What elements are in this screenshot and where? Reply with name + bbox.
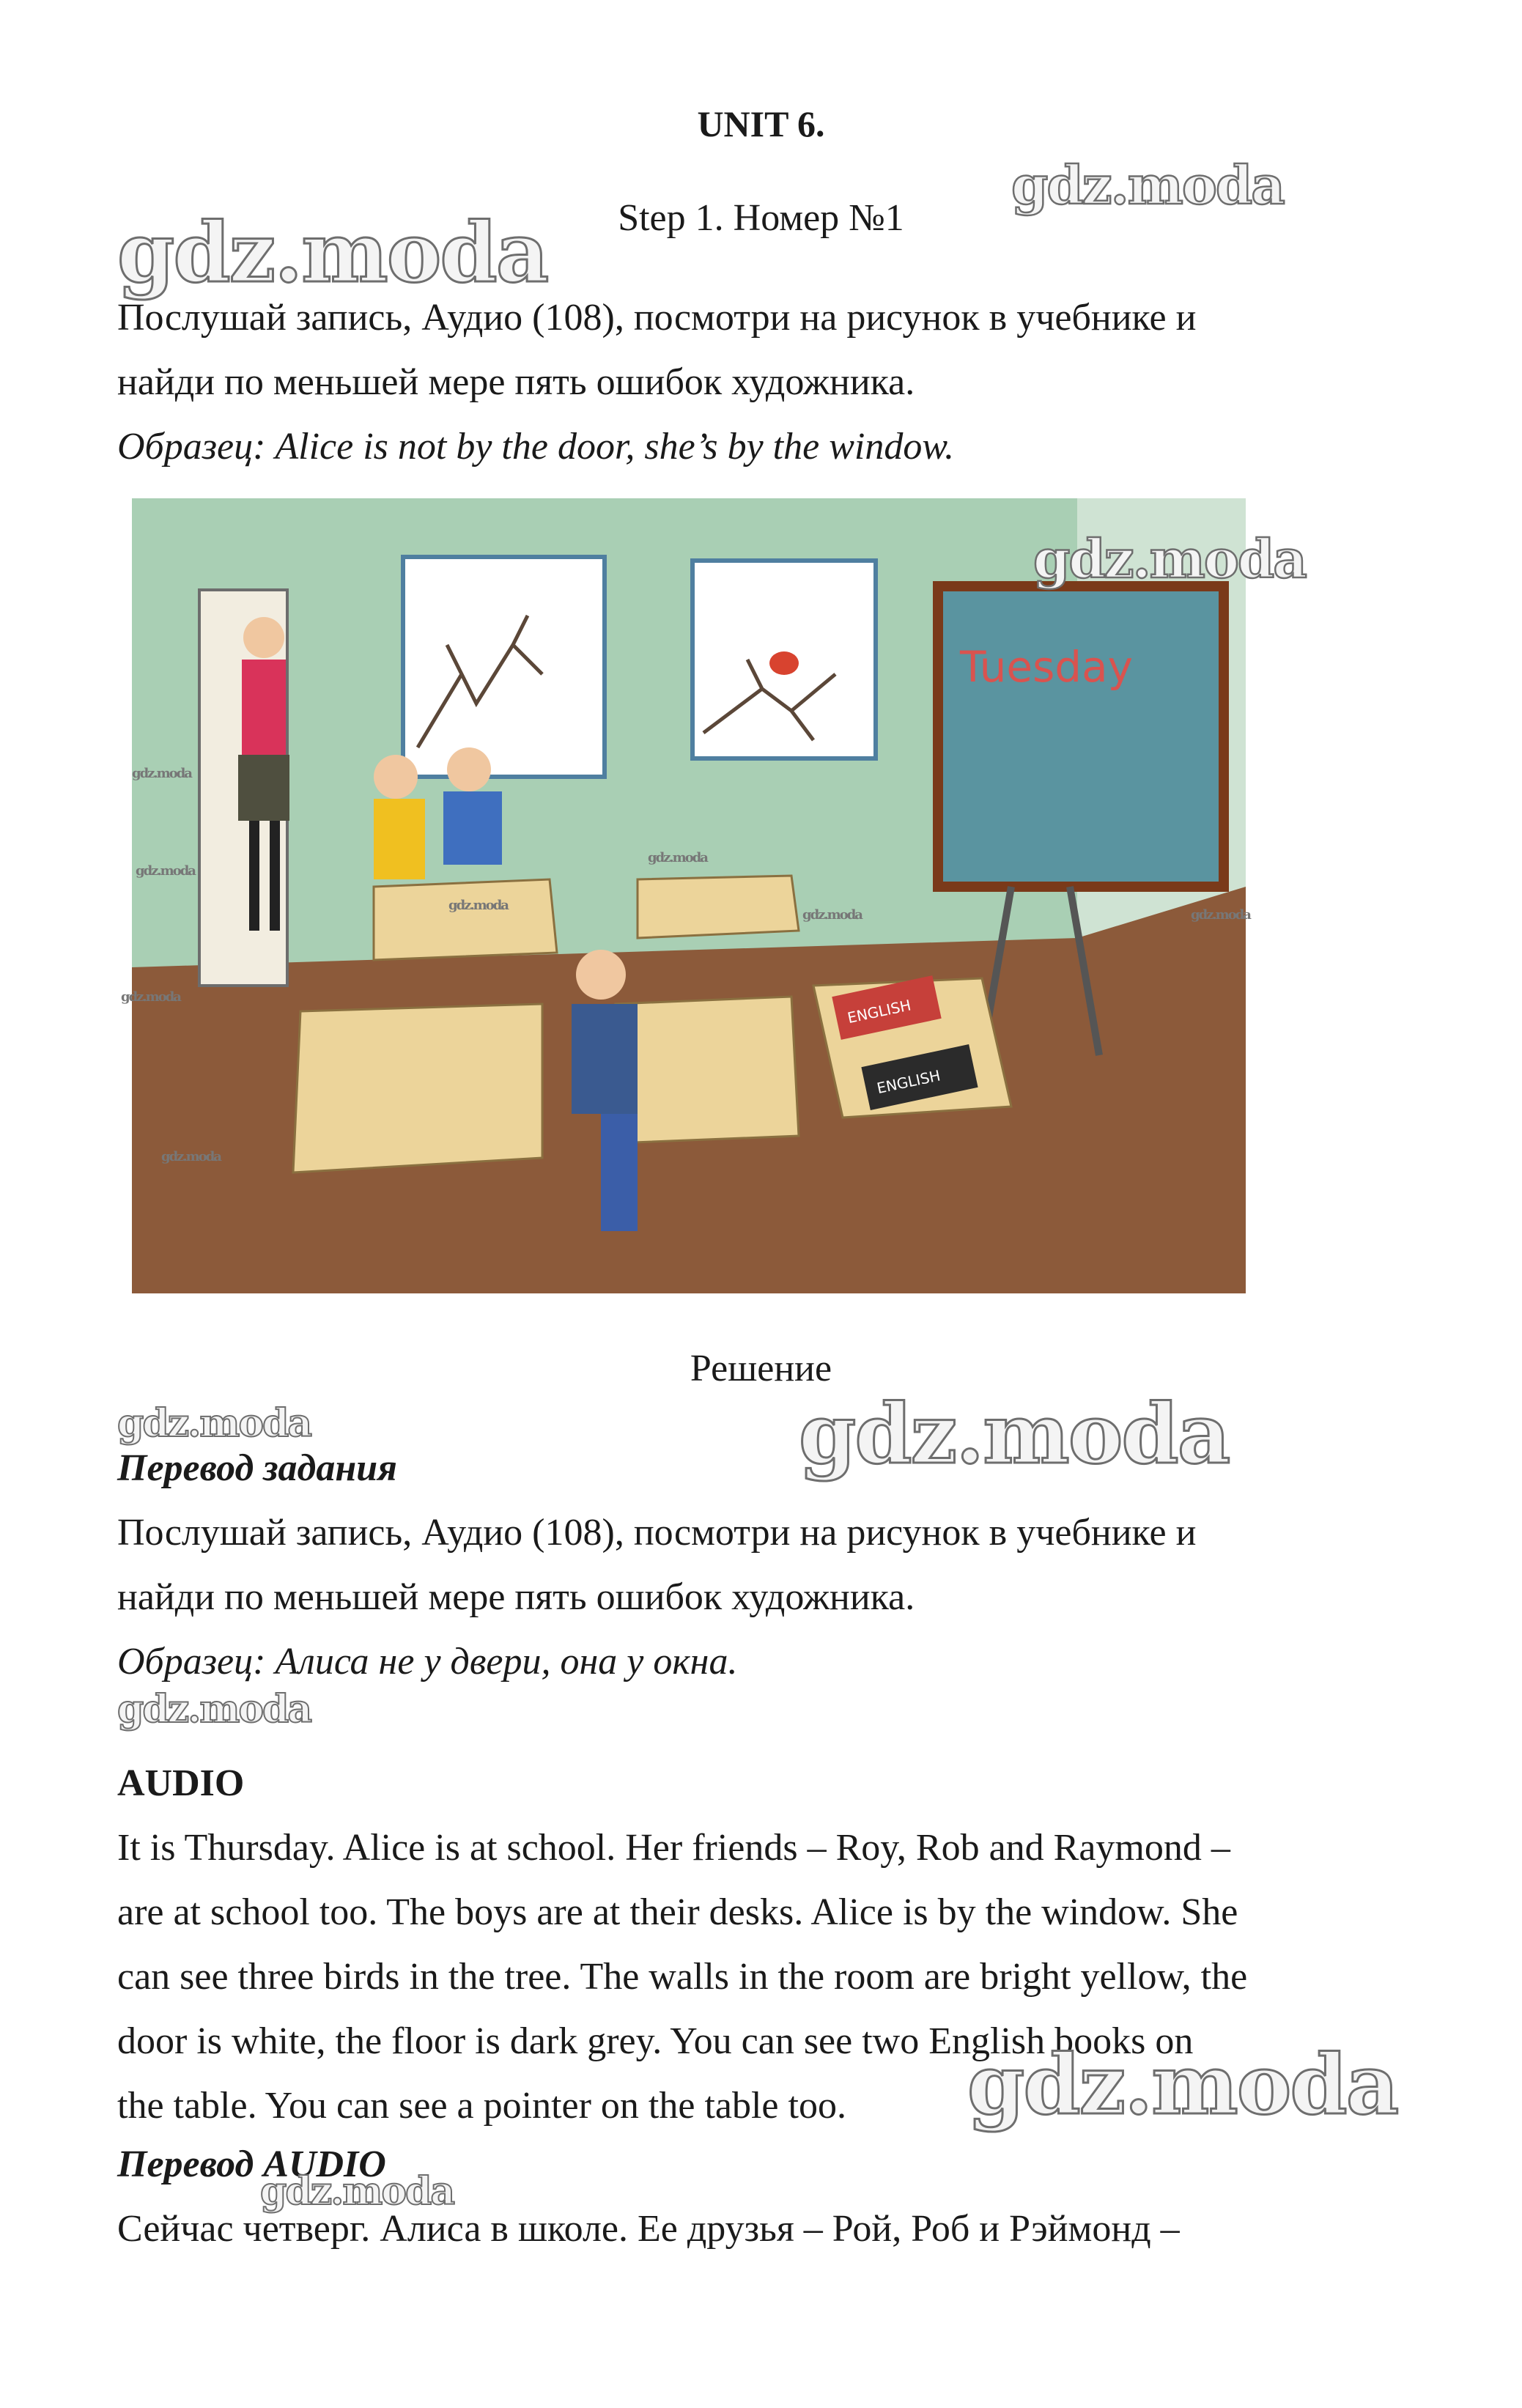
translation-heading: Перевод задания: [117, 1447, 397, 1489]
classroom-illustration: [132, 498, 1246, 1293]
audio-translation-line-1: Сейчас четверг. Алиса в школе. Ее друзья – Рой, Роб и Рэймонд –: [117, 2208, 1180, 2250]
watermark: gdz.moda: [967, 2037, 1398, 2133]
watermark: gdz.moda: [1011, 154, 1284, 216]
watermark: gdz.moda: [136, 863, 195, 879]
task-line-2: найди по меньшей мере пять ошибок художника.: [117, 361, 915, 403]
watermark: gdz.moda: [1191, 907, 1250, 923]
watermark: gdz.moda: [799, 1386, 1230, 1482]
desk-2: [638, 876, 799, 938]
audio-line: door is white, the floor is dark grey. You can see two English books on: [117, 2020, 1194, 2062]
step-title: Step 1. Номер №1: [618, 197, 904, 239]
blackboard: [938, 586, 1224, 887]
translation-line-1: Послушай запись, Аудио (108), посмотри на рисунок в учебнике и: [117, 1512, 1197, 1554]
task-example: Образец: Alice is not by the door, she’s by the window.: [117, 426, 955, 468]
audio-line: the table. You can see a pointer on the table too.: [117, 2085, 846, 2127]
audio-line: can see three birds in the tree. The walls in the room are bright yellow, the: [117, 1956, 1248, 1998]
audio-line: are at school too. The boys are at their desks. Alice is by the window. She: [117, 1891, 1238, 1933]
watermark: gdz.moda: [117, 1401, 311, 1446]
watermark: gdz.moda: [648, 850, 707, 865]
watermark: gdz.moda: [260, 2169, 454, 2214]
desk-1: [374, 879, 557, 960]
translation-example: Образец: Алиса не у двери, она у окна.: [117, 1641, 738, 1683]
desk-4: [616, 997, 799, 1143]
window-left: [403, 557, 605, 777]
watermark: gdz.moda: [448, 898, 508, 913]
unit-title: UNIT 6.: [697, 103, 825, 144]
desk-3: [293, 1004, 542, 1172]
translation-line-2: найди по меньшей мере пять ошибок художника.: [117, 1576, 915, 1618]
watermark: gdz.moda: [121, 989, 180, 1005]
task-line-1: Послушай запись, Аудио (108), посмотри на рисунок в учебнике и: [117, 297, 1197, 339]
solution-label: Решение: [690, 1348, 832, 1389]
watermark: gdz.moda: [117, 205, 548, 301]
audio-heading: AUDIO: [117, 1762, 245, 1804]
audio-line: It is Thursday. Alice is at school. Her friends – Roy, Rob and Raymond –: [117, 1827, 1230, 1869]
boy-1: [374, 755, 425, 879]
board-text: Tuesday: [960, 642, 1133, 692]
svg-text:ENGLISH: ENGLISH: [875, 1066, 942, 1098]
watermark: gdz.moda: [802, 907, 862, 923]
svg-text:ENGLISH: ENGLISH: [846, 996, 913, 1027]
task-text: [117, 286, 1422, 479]
watermark: gdz.moda: [117, 1687, 311, 1732]
bird: [769, 651, 799, 675]
watermark: gdz.moda: [161, 1149, 221, 1164]
watermark: gdz.moda: [132, 766, 191, 781]
audio-translation-heading: Перевод AUDIO: [117, 2143, 386, 2185]
watermark: gdz.moda: [1033, 528, 1306, 590]
